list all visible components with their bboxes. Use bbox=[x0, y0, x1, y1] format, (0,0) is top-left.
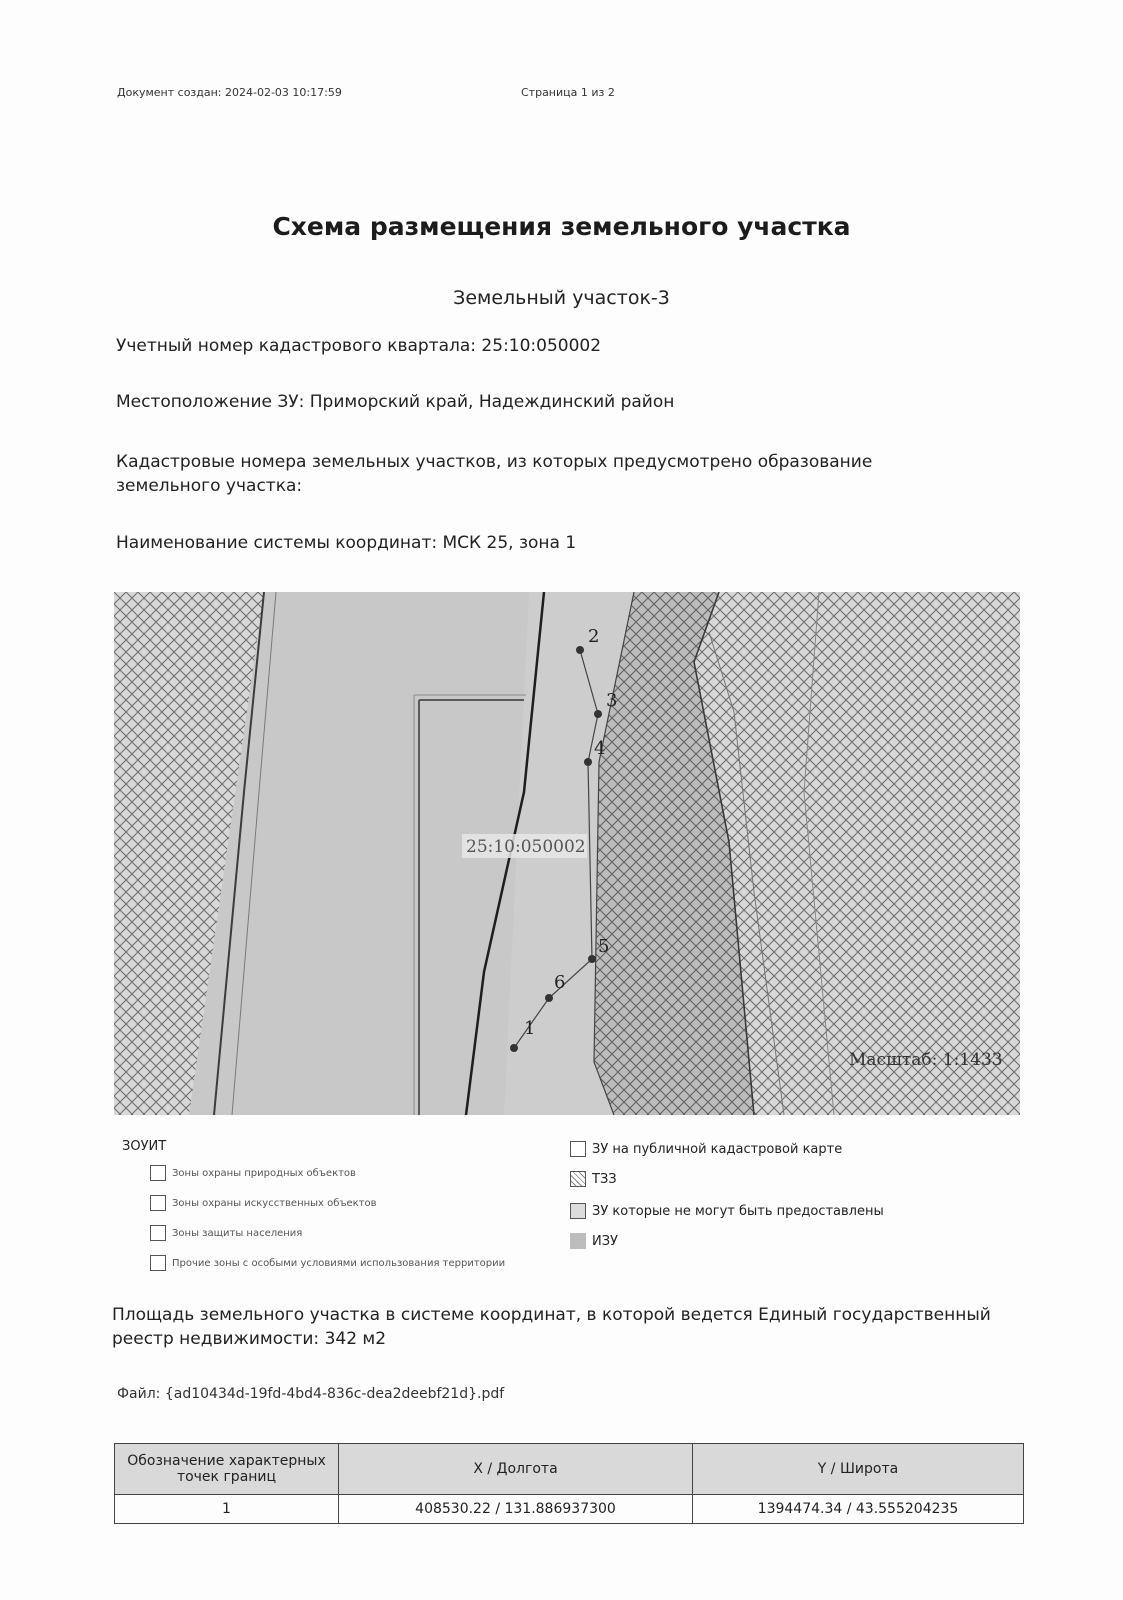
header-y: Y / Широта bbox=[693, 1444, 1024, 1495]
cell-point: 1 bbox=[115, 1495, 339, 1524]
svg-text:4: 4 bbox=[594, 738, 606, 759]
legend-swatch-hatch bbox=[570, 1171, 586, 1187]
legend-swatch bbox=[150, 1225, 166, 1241]
legend-swatch-grey bbox=[570, 1203, 586, 1219]
svg-text:2: 2 bbox=[588, 626, 600, 647]
legend-item-artificial-zones: Зоны охраны искусственных объектов bbox=[150, 1195, 377, 1211]
location-field: Местоположение ЗУ: Приморский край, Надеждинский район bbox=[116, 392, 675, 412]
svg-text:5: 5 bbox=[598, 936, 610, 957]
quarter-label: 25:10:050002 bbox=[466, 837, 586, 857]
legend-item-natural-zones: Зоны охраны природных объектов bbox=[150, 1165, 356, 1181]
header-point: Обозначение характерных точек границ bbox=[115, 1444, 339, 1495]
header-x: X / Долгота bbox=[339, 1444, 693, 1495]
document-title: Схема размещения земельного участка bbox=[272, 212, 851, 241]
table-row bbox=[115, 1495, 1024, 1524]
coordinates-table bbox=[114, 1443, 1024, 1524]
legend-swatch-dark-grey bbox=[570, 1233, 586, 1249]
file-name: Файл: {ad10434d-19fd-4bd4-836c-dea2deebf21d}.pdf bbox=[117, 1386, 505, 1402]
legend-swatch bbox=[150, 1165, 166, 1181]
svg-text:1: 1 bbox=[524, 1018, 536, 1039]
svg-text:3: 3 bbox=[606, 690, 618, 711]
legend-swatch bbox=[570, 1141, 586, 1157]
legend-item-protection-zones: Зоны защиты населения bbox=[150, 1225, 302, 1241]
parcel-area-text: Площадь земельного участка в системе координат, в которой ведется Единый государственный реестр недвижимости: 342 м2 bbox=[112, 1305, 991, 1349]
legend-item-tzz: ТЗЗ bbox=[570, 1171, 617, 1187]
legend-item-public-map: ЗУ на публичной кадастровой карте bbox=[570, 1141, 842, 1157]
table-header-row bbox=[115, 1444, 1024, 1495]
parcel-map bbox=[114, 592, 1020, 1115]
legend-swatch bbox=[150, 1255, 166, 1271]
coordinate-system-field: Наименование системы координат: МСК 25, зона 1 bbox=[116, 533, 577, 553]
document-subtitle: Земельный участок-3 bbox=[453, 287, 670, 309]
map-legend bbox=[114, 1133, 1020, 1281]
legend-item-izu: ИЗУ bbox=[570, 1233, 618, 1249]
source-parcels-field: Кадастровые номера земельных участков, из которых предусмотрено образование земельного участка: bbox=[116, 452, 873, 496]
page-number: Страница 1 из 2 bbox=[521, 86, 615, 99]
legend-item-other-zones: Прочие зоны с особыми условиями использования территории bbox=[150, 1255, 505, 1271]
legend-zouit-title: ЗОУИТ bbox=[122, 1139, 167, 1154]
document-created-date: Документ создан: 2024-02-03 10:17:59 bbox=[117, 86, 342, 99]
svg-text:6: 6 bbox=[554, 972, 566, 993]
cell-x: 408530.22 / 131.886937300 bbox=[339, 1495, 693, 1524]
legend-item-not-available: ЗУ которые не могут быть предоставлены bbox=[570, 1203, 884, 1219]
legend-swatch bbox=[150, 1195, 166, 1211]
cell-y: 1394474.34 / 43.555204235 bbox=[693, 1495, 1024, 1524]
map-scale: Масштаб: 1:1433 bbox=[849, 1050, 1003, 1070]
cadastral-quarter-field: Учетный номер кадастрового квартала: 25:10:050002 bbox=[116, 336, 602, 356]
